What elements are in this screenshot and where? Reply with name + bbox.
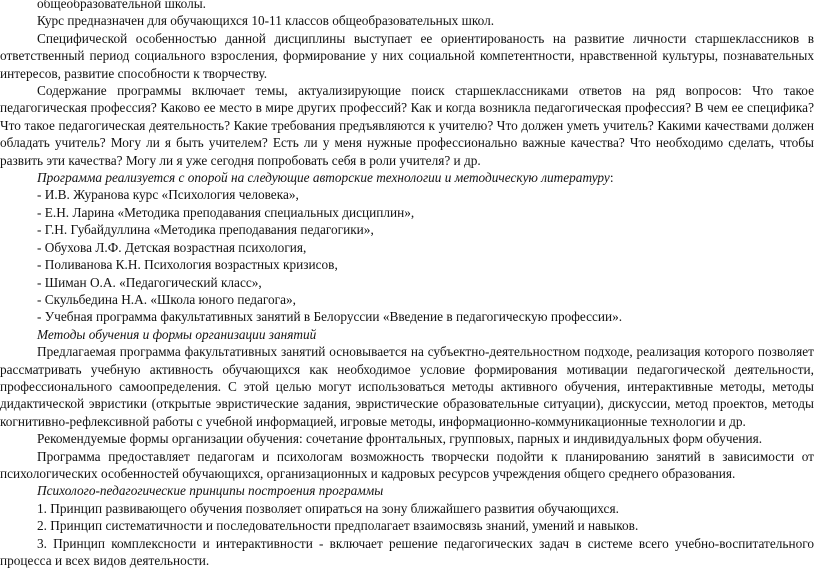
heading-technologies-text: Программа реализуется с опорой на следующие авторские технологии и методическую литературу [37,170,610,186]
principle-item: 2. Принцип систематичности и последовательности предполагает взаимосвязь знаний, умений и навыков. [37,518,639,534]
principle-item: 3. Принцип комплексности и интерактивности - включает решение педагогических задач в системе всего учебно-воспитательного процесса и всех видов деятельности. [0,535,814,568]
paragraph-target-audience: Курс предназначен для обучающихся 10-11 классов общеобразовательных школ. [37,13,495,29]
literature-item: - Шиман О.А. «Педагогический класс», [37,274,262,290]
paragraph-school-end: общеобразовательной школы. [37,0,207,11]
literature-item: - Обухова Л.Ф. Детская возрастная психология, [37,239,307,255]
literature-item: - Поливанова К.Н. Психология возрастных кризисов, [37,257,338,273]
heading-colon: : [609,170,614,186]
literature-item: - Г.Н. Губайдуллина «Методика преподавания педагогики», [37,222,374,238]
heading-methods-forms: Методы обучения и формы организации занятий [37,326,317,342]
literature-item: - Скульбедина Н.А. «Школа юного педагога», [37,291,296,307]
paragraph-course-specifics: Специфической особенностью данной дисциплины выступает ее ориентированость на развитие личности старшеклассников в ответственный период социального взросления, формирование у них социальной компетентности, нравственной культуры, познавательных интересов, развитие способности к творчеству. [0,30,814,81]
heading-principles: Психолого-педагогические принципы построения программы [37,483,384,499]
paragraph-methods: Предлагаемая программа факультативных занятий основывается на субъектно-деятельностном подходе, реализация которого позволяет рассматривать учебную активность обучающихся как необходимое условие формирования мотивации педагогической деятельности, профессионального самоопределения. С этой целью могут использоваться методы активного обучения, интерактивные методы, методы дидактической эвристики (открытые эвристические задания, эвристические образовательные ситуации), дискуссии, метод проектов, методы когнитивно-рефлексивной работы с учебной информацией, игровые методы, информационно-коммуникационные технологии и др. [0,344,814,429]
heading-technologies-literature [0,169,814,186]
principles-list [0,500,814,569]
literature-item: - Учебная программа факультативных занятий в Белоруссии «Введение в педагогическую профессии». [37,309,623,325]
literature-item: - Е.Н. Ларина «Методика преподавания специальных дисциплин», [37,204,415,220]
paragraph-program-content: Содержание программы включает темы, актуализирующие поиск старшеклассниками ответов на ряд вопросов: Что такое педагогическая профессия? Каково ее место в мире других профессий? Как и когда возникла педагогическая профессия? В чем ее специфика? Что такое педагогическая деятельность? Какие требования предъявляются к учителю? Что должен уметь учитель? Какими качествами должен обладать учитель? Могу ли я быть учителем? Есть ли у меня нужные профессионально важные качества? Что необходимо сделать, чтобы развить эти качества? Могу ли я уже сегодня попробовать себя в роли учителя? и др. [0,83,814,168]
literature-item: - И.В. Журанова курс «Психология человека», [37,187,299,203]
principle-item: 1. Принцип развивающего обучения позволяет опираться на зону ближайшего развития обучающихся. [37,500,619,516]
literature-list [0,186,814,325]
paragraph-recommended-forms: Рекомендуемые формы организации обучения: сочетание фронтальных, групповых, парных и индивидуальных форм обучения. [37,431,763,447]
paragraph-teacher-opportunity: Программа предоставляет педагогам и психологам возможность творчески подойти к планированию занятий в зависимости от психологических особенностей обучающихся, организационных и кадровых ресурсов учреждения общего среднего образования. [0,448,814,481]
